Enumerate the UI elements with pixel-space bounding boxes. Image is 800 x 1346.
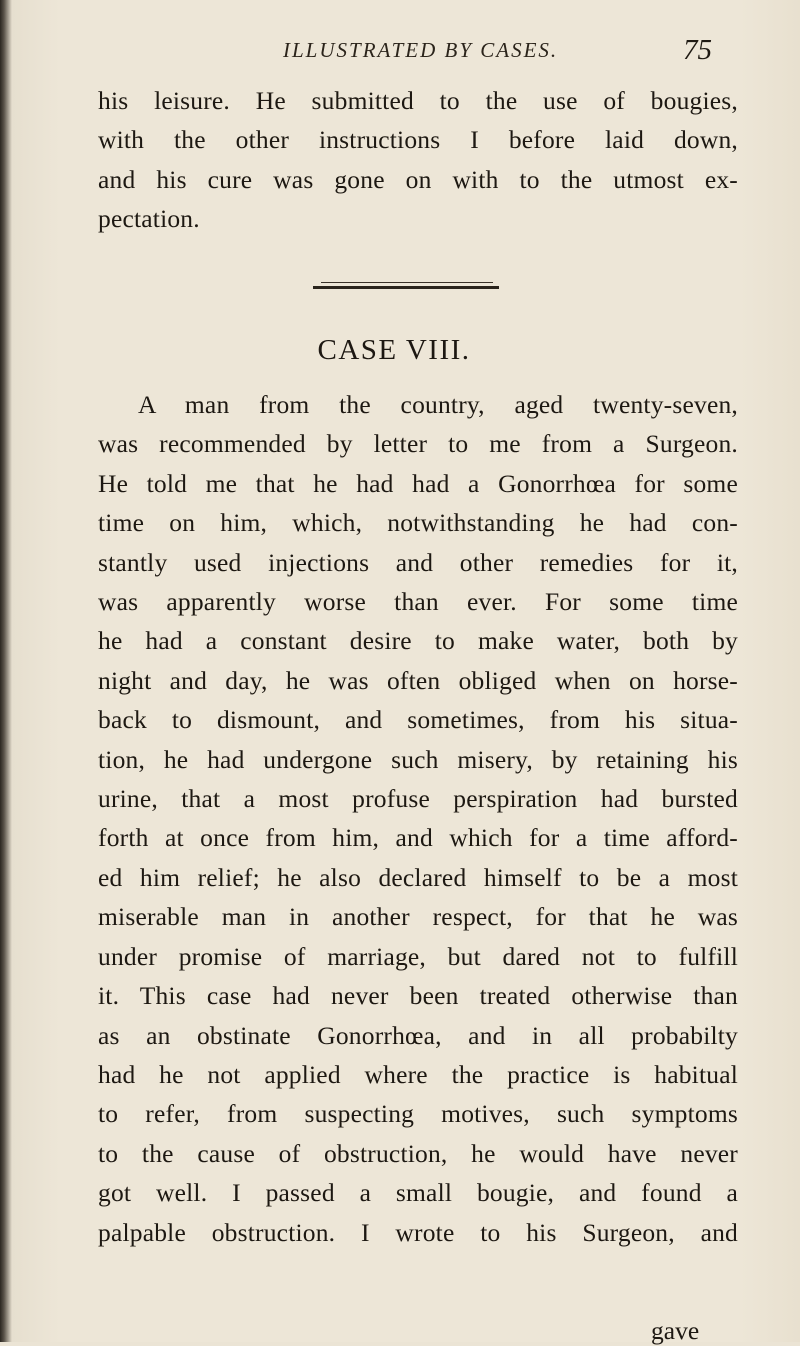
section-divider-rule	[313, 282, 499, 291]
text-line: tion, he had undergone such misery, by retaining his	[98, 744, 738, 774]
running-head	[283, 34, 723, 72]
text-line: time on him, which, notwithstanding he had con-	[98, 508, 738, 538]
text-line: under promise of marriage, but dared not to fulfill	[98, 941, 738, 971]
case-heading	[0, 334, 800, 367]
text-line: urine, that a most profuse perspiration had bursted	[98, 784, 738, 814]
text-line: was recommended by letter to me from a Surgeon.	[98, 429, 738, 459]
text-line: ed him relief; he also declared himself to be a most	[98, 862, 738, 892]
text-line: forth at once from him, and which for a time afford-	[98, 823, 738, 853]
text-line: pectation.	[98, 204, 200, 234]
text-line: He told me that he had had a Gonorrhœa for some	[98, 468, 738, 498]
page-number: 75	[683, 34, 712, 66]
text-line: with the other instructions I before laid down,	[98, 125, 738, 155]
text-line: to the cause of obstruction, he would have never	[98, 1138, 738, 1168]
text-line: to refer, from suspecting motives, such symptoms	[98, 1099, 738, 1129]
case-paragraph	[98, 385, 738, 1252]
text-line: he had a constant desire to make water, both by	[98, 626, 738, 656]
text-line: it. This case had never been treated otherwise than	[98, 981, 738, 1011]
text-line: palpable obstruction. I wrote to his Surgeon, and	[98, 1217, 738, 1247]
continuation-paragraph	[98, 81, 738, 239]
text-line: as an obstinate Gonorrhœa, and in all probabilty	[98, 1020, 738, 1050]
text-line: back to dismount, and sometimes, from his situa-	[98, 705, 738, 735]
text-line: miserable man in another respect, for that he was	[98, 902, 738, 932]
text-line: had he not applied where the practice is habitual	[98, 1059, 738, 1089]
running-title: ILLUSTRATED BY CASES.	[283, 38, 559, 62]
text-line: got well. I passed a small bougie, and found a	[98, 1178, 738, 1208]
text-line: stantly used injections and other remedies for it,	[98, 547, 738, 577]
case-heading-text: CASE VIII.	[317, 334, 471, 366]
catchword: gave	[651, 1316, 700, 1345]
text-line: A man from the country, aged twenty-seven,	[138, 390, 738, 419]
text-line: was apparently worse than ever. For some time	[98, 587, 738, 617]
text-line: and his cure was gone on with to the utmost ex-	[98, 164, 738, 194]
text-line: his leisure. He submitted to the use of bougies,	[98, 86, 738, 115]
text-line: night and day, he was often obliged when on horse-	[98, 665, 738, 695]
